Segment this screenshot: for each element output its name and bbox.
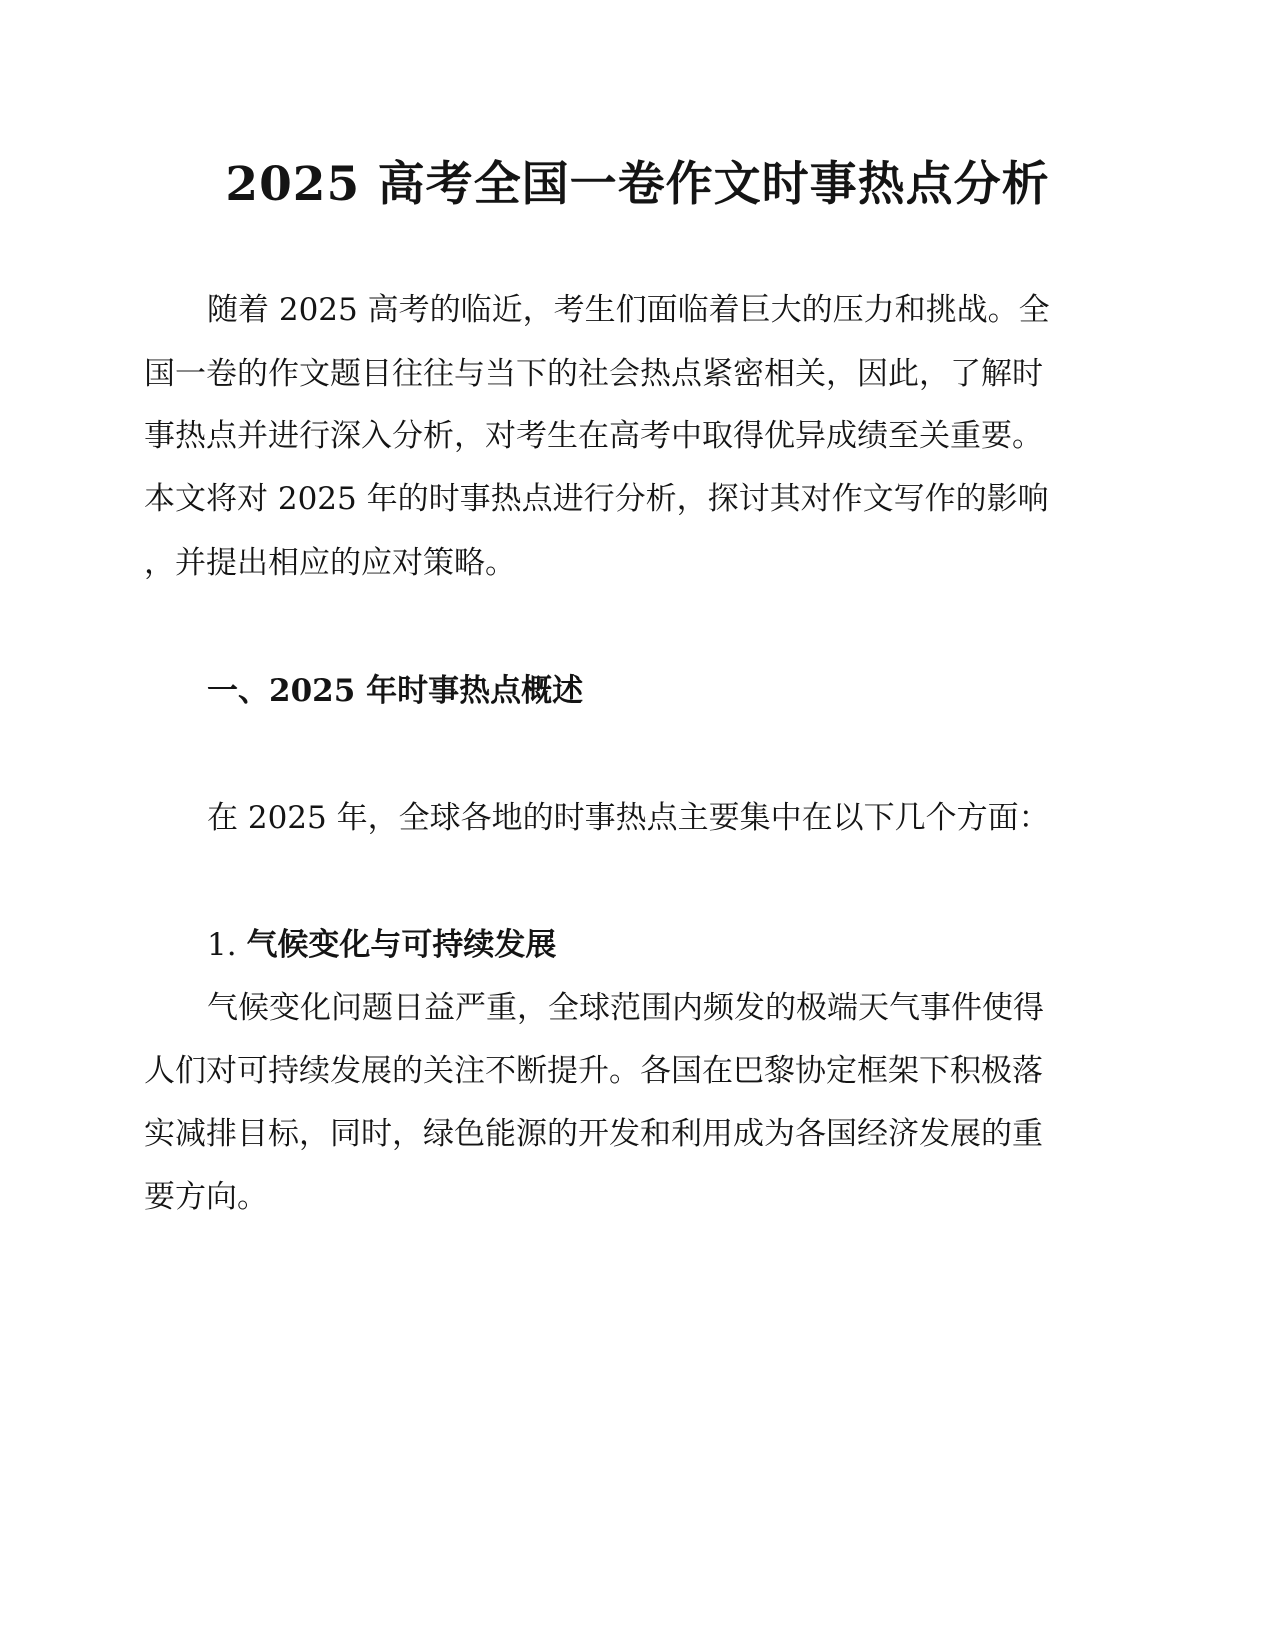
page-title: 2025 高考全国一卷作文时事热点分析 (225, 157, 1050, 212)
intro-line-5: ，并提出相应的应对策略。 (144, 545, 516, 581)
subsection-line-3: 实减排目标，同时，绿色能源的开发和利用成为各国经济发展的重 (144, 1116, 1043, 1152)
intro-line-2: 国一卷的作文题目往往与当下的社会热点紧密相关，因此，了解时 (144, 356, 1043, 392)
section-lead: 在 2025 年，全球各地的时事热点主要集中在以下几个方面： (207, 800, 1050, 836)
subsection-line-1: 气候变化问题日益严重，全球范围内频发的极端天气事件使得 (207, 990, 1044, 1026)
subsection-line-4: 要方向。 (144, 1179, 268, 1215)
subsection-number: 1. (207, 927, 237, 963)
subsection-title: 气候变化与可持续发展 (246, 927, 557, 963)
section-heading: 一、2025 年时事热点概述 (207, 673, 584, 709)
intro-line-4: 本文将对 2025 年的时事热点进行分析，探讨其对作文写作的影响 (144, 481, 1049, 517)
intro-line-3: 事热点并进行深入分析，对考生在高考中取得优异成绩至关重要。 (144, 418, 1043, 454)
intro-line-1: 随着 2025 高考的临近，考生们面临着巨大的压力和挑战。全 (207, 292, 1050, 328)
subsection-heading (207, 923, 556, 967)
subsection-line-2: 人们对可持续发展的关注不断提升。各国在巴黎协定框架下积极落 (144, 1053, 1043, 1089)
